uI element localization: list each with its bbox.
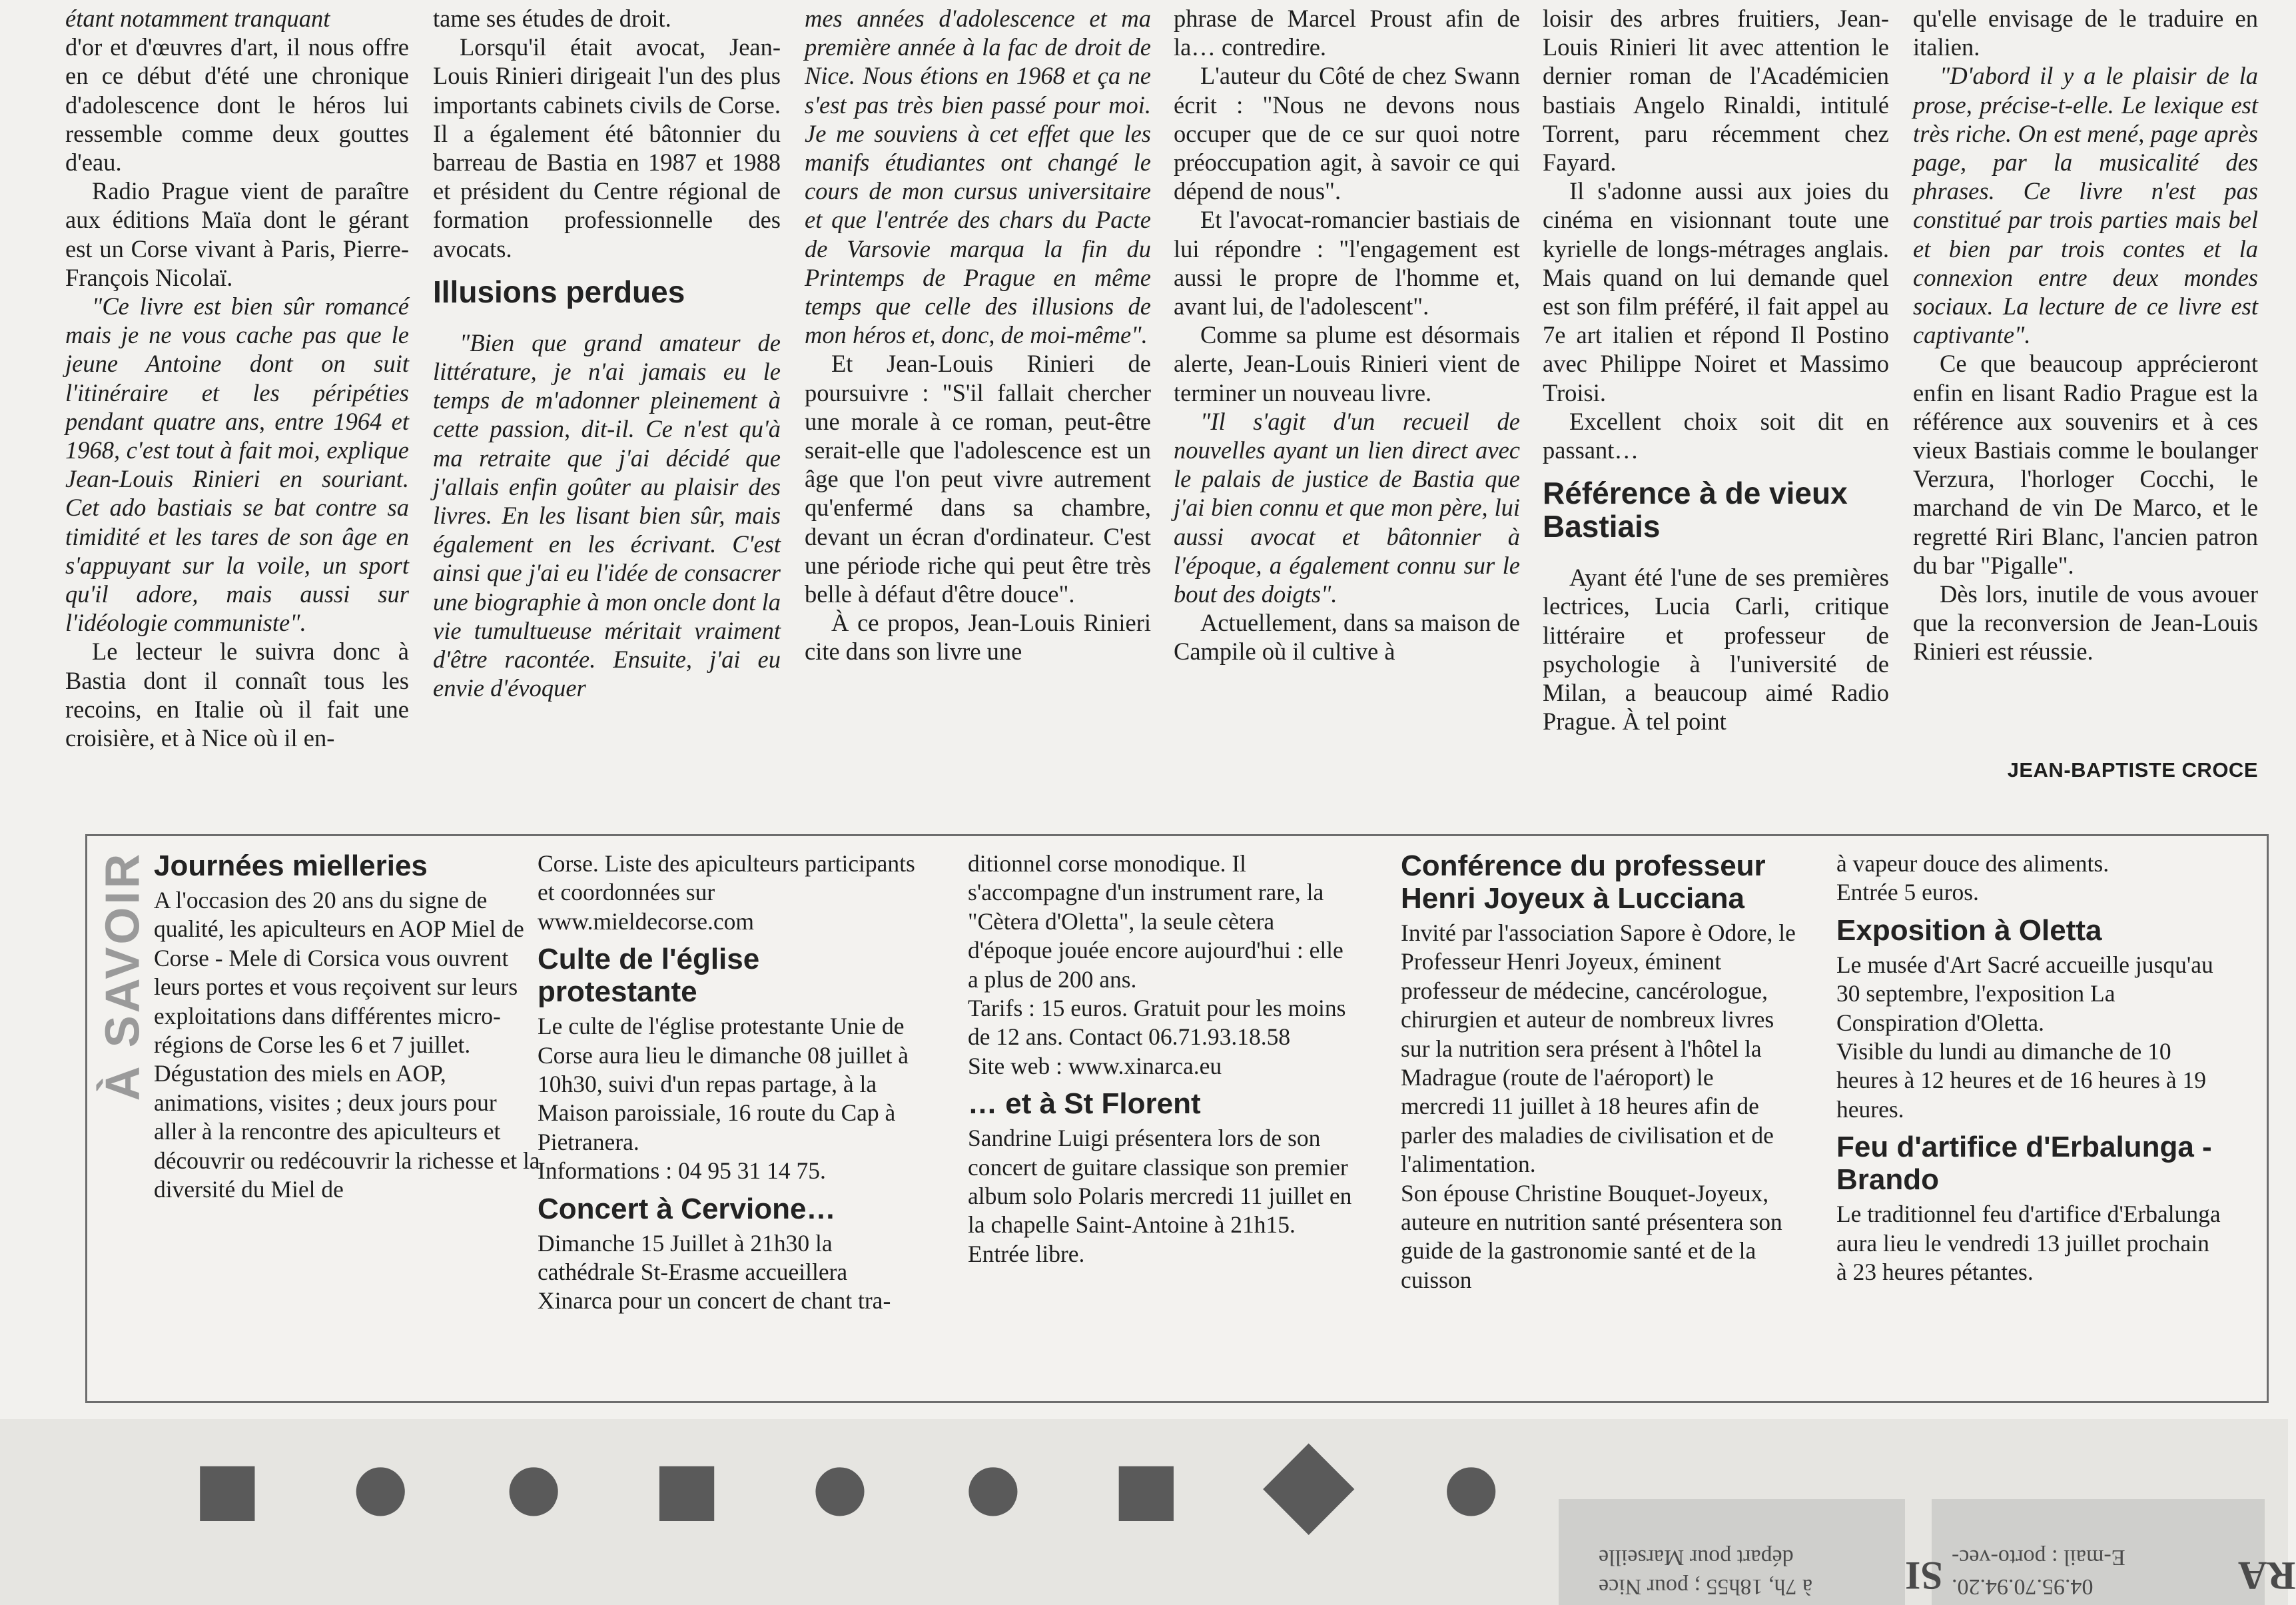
section-heading: Référence à de vieux Bastiais — [1543, 476, 1848, 544]
brief-paragraph: Site web : www.xinarca.eu — [968, 1052, 1222, 1079]
bleed-side-1: RA — [2238, 1554, 2296, 1598]
bleed-text-3: à 7h, 18h55 ; pour Nice — [1599, 1574, 1813, 1599]
brief-paragraph: Le musée d'Art Sacré accueille jusqu'au 30 septembre, l'exposition La Conspiration d'Oletta. — [1836, 951, 2213, 1036]
box-column-3 — [968, 849, 1354, 1269]
brief-paragraph: Le traditionnel feu d'artifice d'Erbalunga aura lieu le vendredi 13 juillet prochain à 23 heures pétantes. — [1836, 1201, 2221, 1286]
brief-heading: … et à St Florent — [968, 1087, 1201, 1121]
article-column-4 — [1174, 4, 1520, 817]
brief-heading: Feu d'artifice d'Erbalunga - Brando — [1836, 1131, 2212, 1197]
brief-paragraph: Dimanche 15 Juillet à 21h30 la cathédrale St-Erasme accueillera Xinarca pour un concert de chant tra- — [538, 1229, 891, 1315]
bleed-text-1: 04.95.70.94.20. — [1952, 1574, 2094, 1599]
article-paragraph: mes années d'adolescence et ma première année à la fac de droit de Nice. Nous étions en 1968 et ça ne s'est pas très bien passé pour moi. Je me souviens à cet effet que les manifs étudiantes ont changé le cours de mon cursus universitaire et que l'entrée des chars du Pacte de Varsovie marqua la fin du Printemps de Prague en même temps que celle des illusions de mon héros et, donc, de moi-même". — [805, 5, 1151, 349]
article-paragraph: Dès lors, inutile de vous avouer que la reconversion de Jean-Louis Rinieri est réussie. — [1913, 580, 2258, 666]
article-paragraph: Le lecteur le suivra donc à Bastia dont il connaît tous les recoins, en Italie où il fait une croisière, et à Nice où il en- — [65, 638, 409, 752]
article-paragraph: "Ce livre est bien sûr romancé mais je ne vous cache pas que le jeune Antoine dont on suit l'itinéraire et les péripéties pendant quatre ans, entre 1964 et 1968, c'est tout à fait moi, explique Jean-Louis Rinieri en souriant. Cet ado bastiais se bat contre sa timidité et les tares de son âge en s'appuyant sur la voile, un sport qu'il adore, mais aussi sur l'idéologie communiste". — [65, 292, 409, 637]
article-paragraph: phrase de Marcel Proust afin de la… contredire. — [1174, 5, 1520, 61]
article-paragraph: "D'abord il y a le plaisir de la prose, précise-t-elle. Le lexique est très riche. On est mené, page après page, par la musicalité des phrases. Ce livre n'est pas constitué par trois parties mais bel et bien par trois contes et la connexion entre deux mondes sociaux. La lecture de ce livre est captivante". — [1913, 62, 2258, 349]
article-paragraph: Et l'avocat-romancier bastiais de lui répondre : "l'engagement est aussi le propre de l'homme et, avant lui, de l'adolescent". — [1174, 206, 1520, 320]
article-column-6 — [1913, 4, 2258, 817]
article-paragraph: "Il s'agit d'un recueil de nouvelles ayant un lien direct avec le palais de justice de Bastia que j'ai bien connu et que mon père, lui aussi avocat et bâtonnier à l'époque, a également connu sur le bout des doigts". — [1174, 407, 1520, 608]
article-paragraph: Actuellement, dans sa maison de Campile où il cultive à — [1174, 609, 1520, 666]
brief-paragraph: Corse. Liste des apiculteurs participants et coordonnées sur www.mieldecorse.com — [538, 850, 915, 935]
article-paragraph: étant notamment tranquant — [65, 5, 330, 32]
bleed-headline: ■ ● ● ■ ● ● ■ ◆ ● — [193, 1435, 1533, 1562]
article-paragraph: Ayant été l'une de ses premières lectrices, Lucia Carli, critique littéraire et professeur de psychologie à l'université de Milan, a beaucoup aimé Radio Prague. À tel point — [1543, 564, 1889, 736]
article-paragraph: Il s'adonne aussi aux joies du cinéma en visionnant toute une kyrielle de longs-métrages anglais. Mais quand on lui demande quel est son film préféré, il fait appel au 7e art italien et répond Il Postino avec Philippe Noiret et Massimo Troisi. — [1543, 177, 1889, 406]
article-signature: JEAN-BAPTISTE CROCE — [2007, 758, 2258, 782]
box-column-2 — [538, 849, 924, 1316]
brief-paragraph: A l'occasion des 20 ans du signe de qualité, les apiculteurs en AOP Miel de Corse - Mele di Corsica vous ouvrent leurs portes et vous reçoivent sur leurs exploitations dans différentes micro-régions de Corse les 6 et 7 juillet. — [154, 887, 524, 1059]
article-column-5 — [1543, 4, 1889, 817]
bleed-text-2: E-mail : porto-vec- — [1952, 1545, 2125, 1570]
article-column-3 — [805, 4, 1151, 817]
article-paragraph: Et Jean-Louis Rinieri de poursuivre : "S'il fallait chercher une morale à ce roman, peut-être serait-elle que l'adolescence est un âge que l'on peut vivre autrement qu'enfermé dans sa chambre, devant un écran d'ordinateur. C'est une période riche qui peut être très belle à défaut d'être douce". — [805, 350, 1151, 608]
brief-paragraph: Invité par l'association Sapore è Odore, le Professeur Henri Joyeux, éminent professeur de médecine, cancérologue, chirurgien et auteur de nombreux livres sur la nutrition sera présent à l'hôtel la Madrague (route de l'aéroport) le mercredi 11 juillet à 18 heures afin de parler des maladies de civilisation et de l'alimentation. — [1401, 919, 1796, 1178]
article-column-2 — [433, 4, 781, 817]
brief-paragraph: Entrée 5 euros. — [1836, 879, 1979, 906]
brief-paragraph: Informations : 04 95 31 14 75. — [538, 1157, 826, 1185]
section-heading: Illusions perdues — [433, 274, 685, 309]
brief-paragraph: ditionnel corse monodique. Il s'accompagne d'un instrument rare, la "Cètera d'Oletta", la seule cètera d'époque jouée encore aujourd'hui : elle a plus de 200 ans. — [968, 850, 1343, 993]
brief-paragraph: Dégustation des miels en AOP, animations, visites ; deux jours pour aller à la rencontre des apiculteurs et découvrir ou redécouvrir la richesse et la diversité du Miel de — [154, 1060, 540, 1203]
article-paragraph: qu'elle envisage de le traduire en italien. — [1913, 5, 2258, 61]
a-savoir-tab — [93, 849, 153, 1103]
article-paragraph: Ce que beaucoup apprécieront enfin en lisant Radio Prague est la référence aux souvenirs et à ces vieux Bastiais comme le boulanger Verzura, l'horloger Cocchi, le marchand de vin De Marco, et le regretté Riri Blanc, l'ancien patron du bar "Pigalle". — [1913, 350, 2258, 579]
a-savoir-box — [85, 834, 2269, 1403]
brief-paragraph: Le culte de l'église protestante Unie de Corse aura lieu le dimanche 08 juillet à 10h30, suivi d'un repas partage, à la Maison paroissiale, 16 route du Cap à Pietranera. — [538, 1013, 909, 1155]
bleed-side-2: SI — [1905, 1554, 1943, 1598]
brief-paragraph: à vapeur douce des aliments. — [1836, 850, 2109, 877]
brief-heading: Journées mielleries — [154, 849, 428, 882]
article-paragraph: Radio Prague vient de paraître aux éditions Maïa dont le gérant est un Corse vivant à Paris, Pierre-François Nicolaï. — [65, 177, 409, 291]
brief-heading: Conférence du professeur Henri Joyeux à Lucciana — [1401, 849, 1766, 915]
article-paragraph: loisir des arbres fruitiers, Jean-Louis Rinieri lit avec attention le dernier roman de l'Académicien bastiais Angelo Rinaldi, intitulé Torrent, paru récemment chez Fayard. — [1543, 5, 1889, 177]
article-paragraph: d'or et d'œuvres d'art, il nous offre en ce début d'été une chronique d'adolescence dont le héros lui ressemble comme deux gouttes d'eau. — [65, 33, 409, 177]
brief-paragraph: Tarifs : 15 euros. Gratuit pour les moins de 12 ans. Contact 06.71.93.18.58 — [968, 995, 1346, 1051]
article-paragraph: À ce propos, Jean-Louis Rinieri cite dans son livre une — [805, 609, 1151, 666]
article-paragraph: "Bien que grand amateur de littérature, je n'ai jamais eu le temps de m'adonner pleinement à cette passion, dit-il. Ce n'est qu'à ma retraite que j'ai décidé que j'allais enfin goûter au plaisir des livres. En les lisant bien sûr, mais également en les écrivant. C'est ainsi que j'ai eu l'idée de consacrer une biographie à mon oncle dont la vie tumultueuse méritait vraiment d'être racontée. Ensuite, j'ai eu envie d'évoquer — [433, 328, 781, 702]
brief-paragraph: Visible du lundi au dimanche de 10 heures à 12 heures et de 16 heures à 19 heures. — [1836, 1038, 2206, 1123]
brief-heading: Exposition à Oletta — [1836, 913, 2102, 947]
a-savoir-label: À SAVOIR — [96, 851, 150, 1101]
box-column-4 — [1401, 849, 1800, 1295]
article-column-1 — [65, 4, 409, 817]
box-column-1 — [154, 849, 540, 1204]
box-column-5 — [1836, 849, 2223, 1287]
brief-paragraph: Son épouse Christine Bouquet-Joyeux, auteure en nutrition santé présentera son guide de la gastronomie santé et de la cuisson — [1401, 1179, 1782, 1293]
article-paragraph: Lorsqu'il était avocat, Jean-Louis Rinieri dirigeait l'un des plus importants cabinets civils de Corse. Il a également été bâtonnier du barreau de Bastia en 1987 et 1988 et président du Centre régional de formation professionnelle des avocats. — [433, 33, 781, 263]
brief-heading: Culte de l'église protestante — [538, 943, 760, 1009]
article-paragraph: Excellent choix soit dit en passant… — [1543, 407, 1889, 464]
article-paragraph: Comme sa plume est désormais alerte, Jean-Louis Rinieri vient de terminer un nouveau livre. — [1174, 321, 1520, 406]
article-paragraph: L'auteur du Côté de chez Swann écrit : "Nous ne devons nous occuper que de ce sur quoi notre préoccupation agit, à savoir ce qui dépend de nous". — [1174, 62, 1520, 205]
brief-paragraph: Entrée libre. — [968, 1240, 1085, 1267]
brief-heading: Concert à Cervione… — [538, 1192, 836, 1225]
bleed-text-4: départ pour Marseille — [1599, 1545, 1794, 1570]
article-paragraph: tame ses études de droit. — [433, 5, 671, 32]
brief-paragraph: Sandrine Luigi présentera lors de son concert de guitare classique son premier album solo Polaris mercredi 11 juillet en la chapelle Saint-Antoine à 21h15. — [968, 1125, 1352, 1239]
